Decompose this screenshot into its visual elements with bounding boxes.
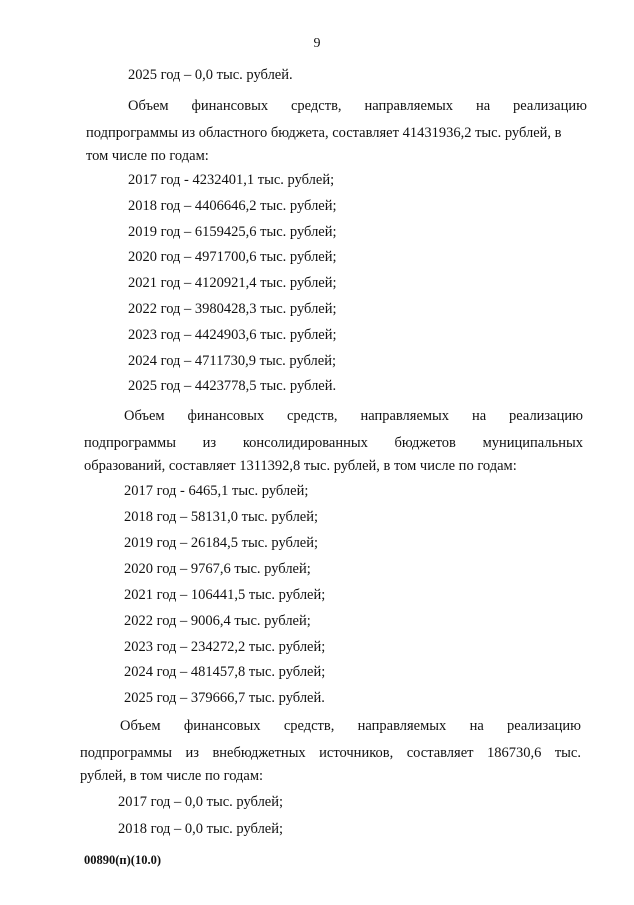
text-line: 2021 год – 106441,5 тыс. рублей; xyxy=(124,587,326,603)
text-line: 2025 год – 0,0 тыс. рублей. xyxy=(128,67,293,83)
text-line: 2023 год – 4424903,6 тыс. рублей; xyxy=(128,327,337,343)
word: Объем xyxy=(120,718,161,734)
word: Объем xyxy=(128,98,169,114)
word: бюджетов xyxy=(394,435,456,451)
word: на xyxy=(469,718,484,734)
word: средств, xyxy=(287,408,338,424)
word: Объем xyxy=(124,408,165,424)
word: из xyxy=(185,745,199,761)
paragraph-line xyxy=(80,744,581,762)
word: направляемых xyxy=(364,98,454,114)
text-line: подпрограммы из областного бюджета, составляет 41431936,2 тыс. рублей, в xyxy=(86,125,562,141)
word: внебюджетных xyxy=(212,745,306,761)
text-line: 2017 год - 6465,1 тыс. рублей; xyxy=(124,483,309,499)
text-line: 2025 год – 379666,7 тыс. рублей. xyxy=(124,690,325,706)
word: консолидированных xyxy=(242,435,368,451)
word: средств, xyxy=(291,98,342,114)
page-number: 9 xyxy=(313,36,321,51)
text-line: 2022 год – 3980428,3 тыс. рублей; xyxy=(128,301,337,317)
word: реализацию xyxy=(513,98,587,114)
word: подпрограммы xyxy=(80,745,172,761)
text-line: 2020 год – 9767,6 тыс. рублей; xyxy=(124,561,311,577)
word: на xyxy=(475,98,491,114)
text-line: рублей, в том числе по годам: xyxy=(80,768,264,784)
text-line: 2022 год – 9006,4 тыс. рублей; xyxy=(124,613,311,629)
paragraph-line xyxy=(120,717,581,735)
text-line: 2021 год – 4120921,4 тыс. рублей; xyxy=(128,275,337,291)
paragraph-line xyxy=(84,434,583,452)
text-line: 2024 год – 481457,8 тыс. рублей; xyxy=(124,664,326,680)
word: подпрограммы xyxy=(84,435,176,451)
word: финансовых xyxy=(191,98,269,114)
text-line: 2020 год – 4971700,6 тыс. рублей; xyxy=(128,249,337,265)
text-line: 2018 год – 4406646,2 тыс. рублей; xyxy=(128,198,337,214)
text-line: 2025 год – 4423778,5 тыс. рублей. xyxy=(128,378,337,394)
word: 186730,6 xyxy=(486,745,542,761)
text-line: 2019 год – 26184,5 тыс. рублей; xyxy=(124,535,319,551)
word: на xyxy=(471,408,487,424)
word: реализацию xyxy=(509,408,583,424)
word: составляет xyxy=(406,745,474,761)
word: тыс. xyxy=(554,745,581,761)
word: направляемых xyxy=(360,408,450,424)
word: финансовых xyxy=(183,718,261,734)
text-line: том числе по годам: xyxy=(86,148,209,164)
paragraph-line xyxy=(128,97,587,115)
word: средств, xyxy=(283,718,335,734)
text-line: 2018 год – 58131,0 тыс. рублей; xyxy=(124,509,319,525)
text-line: 2024 год – 4711730,9 тыс. рублей; xyxy=(128,353,336,369)
word: направляемых xyxy=(357,718,447,734)
word: источников, xyxy=(319,745,394,761)
word: реализацию xyxy=(507,718,581,734)
text-line: 2019 год – 6159425,6 тыс. рублей; xyxy=(128,224,337,240)
document-code: 00890(п)(10.0) xyxy=(84,853,161,867)
paragraph-line xyxy=(124,407,583,425)
text-line: 2023 год – 234272,2 тыс. рублей; xyxy=(124,639,326,655)
word: из xyxy=(202,435,217,451)
text-line: образований, составляет 1311392,8 тыс. рублей, в том числе по годам: xyxy=(84,458,517,474)
text-line: 2018 год – 0,0 тыс. рублей; xyxy=(118,821,284,837)
word: муниципальных xyxy=(482,435,583,451)
text-line: 2017 год – 0,0 тыс. рублей; xyxy=(118,794,284,810)
word: финансовых xyxy=(187,408,265,424)
text-line: 2017 год - 4232401,1 тыс. рублей; xyxy=(128,172,335,188)
